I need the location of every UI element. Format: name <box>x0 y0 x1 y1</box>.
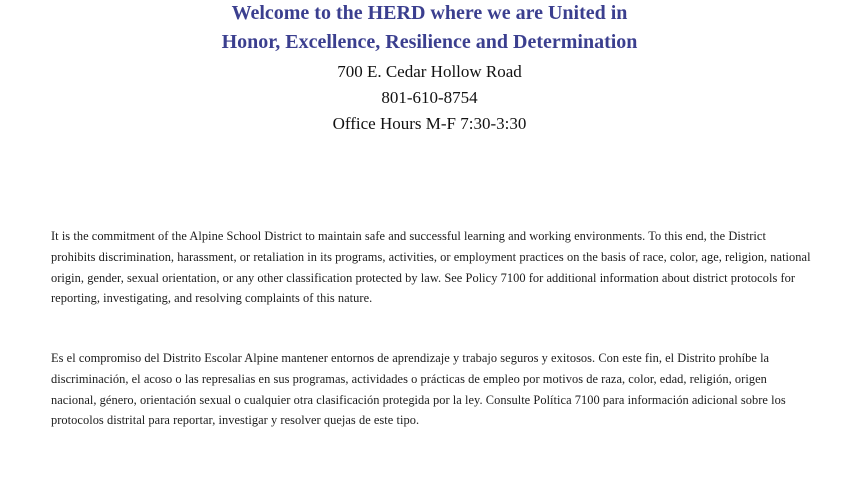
school-address: 700 E. Cedar Hollow Road <box>337 62 522 81</box>
nondiscrimination-statement-english: It is the commitment of the Alpine School District to maintain safe and successful learning and working environments. To this end, the District prohibits discrimination, harassment, or retaliation in its programs, activities, or employment practices on the basis of race, color, age, religion, national origin, gender, sexual orientation, or any other classification protected by law. See Policy 7100 for additional information about district protocols for reporting, investigating, and resolving complaints of this nature. <box>51 229 811 306</box>
nondiscrimination-statement-spanish: Es el compromiso del Distrito Escolar Alpine mantener entornos de aprendizaje y trabajo seguros y exitosos. Con este fin, el Distrito prohíbe la discriminación, el acoso o las represalias en sus programas, actividades o prácticas de empleo por motivos de raza, color, edad, religión, origen nacional, género, orientación sexual o cualquier otra clasificación protegida por la ley. Consulte Política 7100 para información adicional sobre los protocolos distrital para reportar, investigar y resolver quejas de este tipo. <box>51 351 786 428</box>
office-hours: Office Hours M-F 7:30-3:30 <box>332 114 527 133</box>
school-phone: 801-610-8754 <box>381 88 478 107</box>
welcome-heading-line-2: Honor, Excellence, Resilience and Determination <box>221 31 638 53</box>
school-header <box>0 0 859 137</box>
welcome-heading-line-1: Welcome to the HERD where we are United in <box>231 2 628 24</box>
